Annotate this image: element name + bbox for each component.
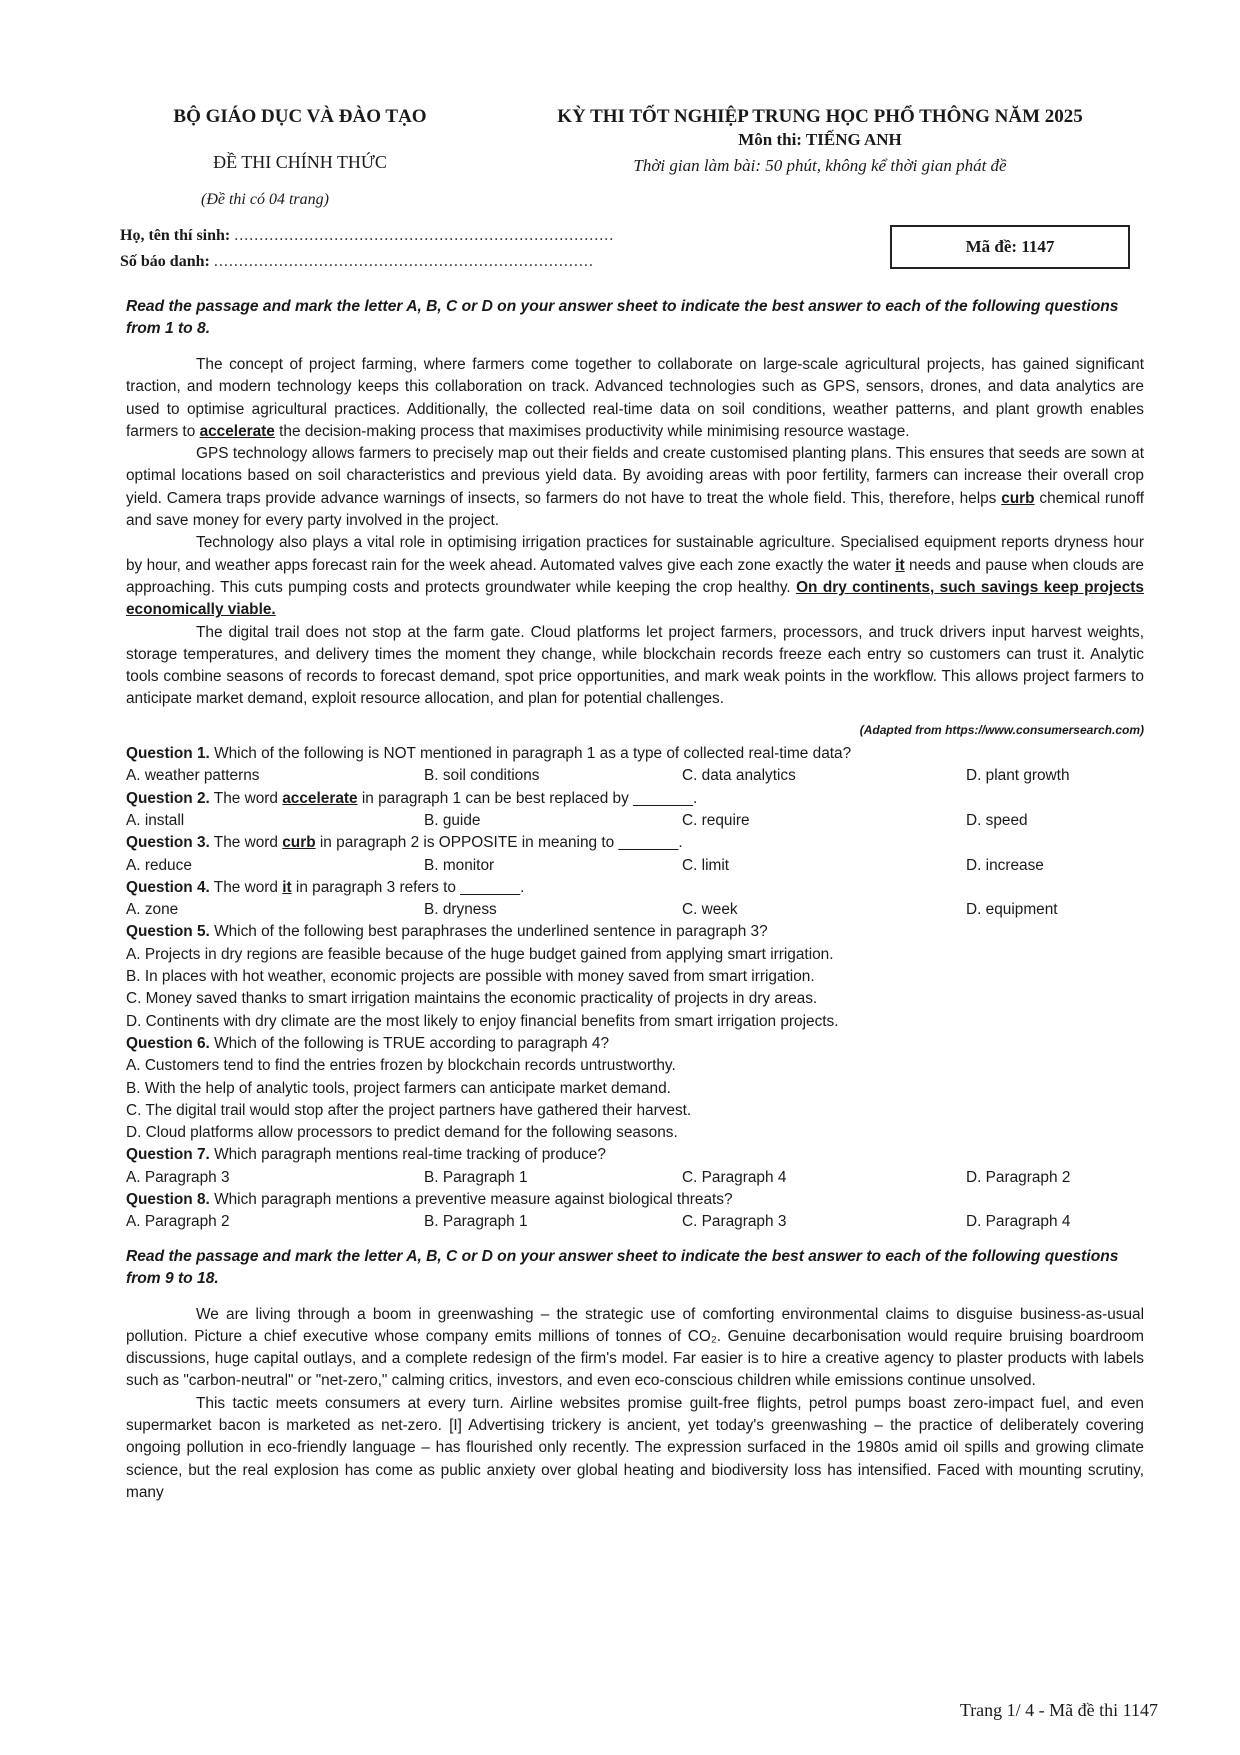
answer-option: A. Paragraph 2 [126, 1213, 230, 1231]
header-right [520, 100, 1120, 176]
answer-option: D. increase [966, 856, 1044, 874]
answer-option: C. The digital trail would stop after the project partners have gathered their harvest. [126, 1101, 692, 1119]
candidate-name-row [120, 223, 614, 249]
question-6: Question 6. Which of the following is TRUE according to paragraph 4? [126, 1034, 610, 1052]
answer-option: D. speed [966, 811, 1028, 829]
candidate-id-label: Số báo danh: [120, 253, 210, 270]
answer-option: C. data analytics [682, 767, 796, 785]
exam-time: Thời gian làm bài: 50 phút, không kể thời gian phát đề [633, 156, 1007, 175]
exam-content [126, 296, 1144, 1504]
answer-option: A. weather patterns [126, 767, 260, 785]
answer-option: B. dryness [424, 901, 497, 919]
answer-option: B. guide [424, 811, 481, 829]
page-footer: Trang 1/ 4 - Mã đề thi 1147 [959, 1700, 1158, 1720]
candidate-id-field[interactable]: ............................................................................ [213, 253, 594, 270]
answer-option: D. Paragraph 2 [966, 1168, 1071, 1186]
question-7-options [126, 1167, 1144, 1189]
answer-option: A. install [126, 811, 185, 829]
passage1-paragraph-3: Technology also plays a vital role in optimising irrigation practices for sustainable agriculture. Specialised equipment reports dryness hour by hour, and weather apps forecast rain for the week ahead. Automated valves give each zone exactly the water it needs and pause when clouds are approaching. This cuts pumping costs and protects groundwater while keeping the crop healthy. On dry continents, such savings keep projects economically viable. [126, 534, 1144, 619]
answer-option: B. Paragraph 1 [424, 1168, 528, 1186]
section1-instruction: Read the passage and mark the letter A, B, C or D on your answer sheet to indicate the best answer to each of the following questions from 1 to 8. [126, 298, 1119, 337]
section2-instruction: Read the passage and mark the letter A, B, C or D on your answer sheet to indicate the best answer to each of the following questions from 9 to 18. [126, 1247, 1119, 1287]
question-1: Question 1. Which of the following is NOT mentioned in paragraph 1 as a type of collected real-time data? [126, 745, 852, 763]
answer-option: C. Money saved thanks to smart irrigation maintains the economic practicality of projects in dry areas. [126, 990, 818, 1008]
answer-option: A. reduce [126, 856, 192, 874]
answer-option: C. limit [682, 856, 730, 874]
candidate-info [120, 223, 614, 275]
underlined-sentence: On dry continents, such savings keep projects economically viable. [126, 578, 1144, 619]
candidate-name-field[interactable]: ............................................................................ [234, 227, 615, 244]
passage1-paragraph-1: The concept of project farming, where farmers come together to collaborate on large-scale agricultural projects, has gained significant traction, and modern technology keeps this collaboration on track. Advanced technologies such as GPS, sensors, drones, and data analytics are used to optimise agricultural practices. Additionally, the collected real-time data on soil conditions, weather patterns, and plant growth enables farmers to accelerate the decision-making process that maximises productivity while minimising resource wastage. [126, 356, 1144, 440]
passage1-source: (Adapted from https://www.consumersearch.com) [859, 722, 1144, 737]
answer-option: B. With the help of analytic tools, project farmers can anticipate market demand. [126, 1079, 671, 1097]
answer-option: A. Paragraph 3 [126, 1168, 230, 1186]
exam-title: KỲ THI TỐT NGHIỆP TRUNG HỌC PHỔ THÔNG NĂM 2025 [557, 106, 1083, 127]
question-4: Question 4. The word it in paragraph 3 refers to _______. [126, 878, 525, 896]
passage1-paragraph-2: GPS technology allows farmers to precisely map out their fields and create customised planting plans. This ensures that seeds are sown at optimal locations based on soil characteristics and previous yield data. By avoiding areas with poor fertility, farmers can increase their overall crop yield. Camera traps provide advance warnings of insects, so farmers do not have to treat the whole field. This, therefore, helps curb chemical runoff and save money for every party involved in the project. [126, 445, 1145, 530]
highlight-word-curb: curb [1001, 489, 1035, 507]
official-exam-label: ĐỀ THI CHÍNH THỨC [213, 152, 387, 172]
candidate-name-label: Họ, tên thí sinh: [120, 227, 231, 244]
passage2-paragraph-1: We are living through a boom in greenwashing – the strategic use of comforting environmental claims to disguise business-as-usual pollution. Picture a chief executive whose company emits millions of tonnes of CO₂. Genuine decarbonisation would require bruising boardroom discussions, huge capital outlays, and a complete redesign of the firm's model. Far easier is to hire a creative agency to plaster products with labels such as "carbon-neutral" or "net-zero," calming critics, investors, and even eco-conscious children while emissions continue unsolved. [126, 1305, 1144, 1390]
answer-option: B. In places with hot weather, economic projects are possible with money saved from smart irrigation. [126, 968, 815, 986]
question-3-options [126, 855, 1144, 877]
answer-option: C. Paragraph 3 [682, 1213, 787, 1231]
answer-option: D. equipment [966, 901, 1058, 919]
question-4-options [126, 899, 1144, 921]
answer-option: B. Paragraph 1 [424, 1213, 528, 1231]
answer-option: D. Continents with dry climate are the most likely to enjoy financial benefits from smart irrigation projects. [126, 1012, 839, 1030]
question-2: Question 2. The word accelerate in paragraph 1 can be best replaced by _______. [126, 789, 698, 807]
question-5: Question 5. Which of the following best paraphrases the underlined sentence in paragraph 3? [126, 923, 768, 941]
highlight-word-it: it [895, 556, 905, 574]
ministry-name: BỘ GIÁO DỤC VÀ ĐÀO TẠO [173, 106, 427, 127]
question-1-options [126, 765, 1144, 787]
answer-option: B. soil conditions [424, 767, 540, 785]
answer-option: B. monitor [424, 856, 495, 874]
exam-code: Mã đề: 1147 [965, 237, 1055, 256]
answer-option: A. Customers tend to find the entries frozen by blockchain records untrustworthy. [126, 1057, 676, 1075]
header-left [120, 100, 480, 209]
question-2-options [126, 810, 1144, 832]
candidate-id-row [120, 249, 614, 275]
exam-code-box [890, 225, 1130, 269]
question-7: Question 7. Which paragraph mentions real-time tracking of produce? [126, 1146, 606, 1164]
passage1-paragraph-4: The digital trail does not stop at the farm gate. Cloud platforms let project farmers, processors, and truck drivers input harvest weights, storage temperatures, and delivery times the moment they change, while blockchain records freeze each entry so customers can trust it. Analytic tools combine seasons of records to forecast demand, spot price opportunities, and mark weak points in the workflow. This allows project farmers to anticipate market demand, exploit resource allocation, and plan for potential challenges. [126, 623, 1144, 708]
exam-subject: Môn thi: TIẾNG ANH [738, 130, 902, 149]
answer-option: C. week [682, 901, 738, 919]
question-8: Question 8. Which paragraph mentions a preventive measure against biological threats? [126, 1190, 733, 1208]
answer-option: D. plant growth [966, 767, 1070, 785]
answer-option: D. Paragraph 4 [966, 1213, 1071, 1231]
page-count-note: (Đề thi có 04 trang) [201, 191, 329, 208]
answer-option: C. require [682, 811, 750, 829]
highlight-word-accelerate: accelerate [199, 422, 275, 440]
question-3: Question 3. The word curb in paragraph 2 is OPPOSITE in meaning to _______. [126, 834, 683, 852]
answer-option: A. Projects in dry regions are feasible because of the huge budget gained from applying smart irrigation. [126, 945, 834, 963]
answer-option: D. Cloud platforms allow processors to predict demand for the following seasons. [126, 1124, 678, 1142]
passage2-paragraph-2: This tactic meets consumers at every turn. Airline websites promise guilt-free flights, petrol pumps boast zero-impact fuel, and even supermarket bacon is marketed as net-zero. [I] Advertising trickery is ancient, yet today's greenwashing – the practice of deliberately covering ongoing pollution in eco-friendly language – has flourished only recently. The expression surfaced in the 1980s amid oil spills and growing climate science, but the real explosion has come as public anxiety over global heating and biodiversity loss has intensified. Faced with mounting scrutiny, many [126, 1394, 1144, 1501]
question-8-options [126, 1211, 1144, 1233]
answer-option: C. Paragraph 4 [682, 1168, 787, 1186]
answer-option: A. zone [126, 901, 179, 919]
